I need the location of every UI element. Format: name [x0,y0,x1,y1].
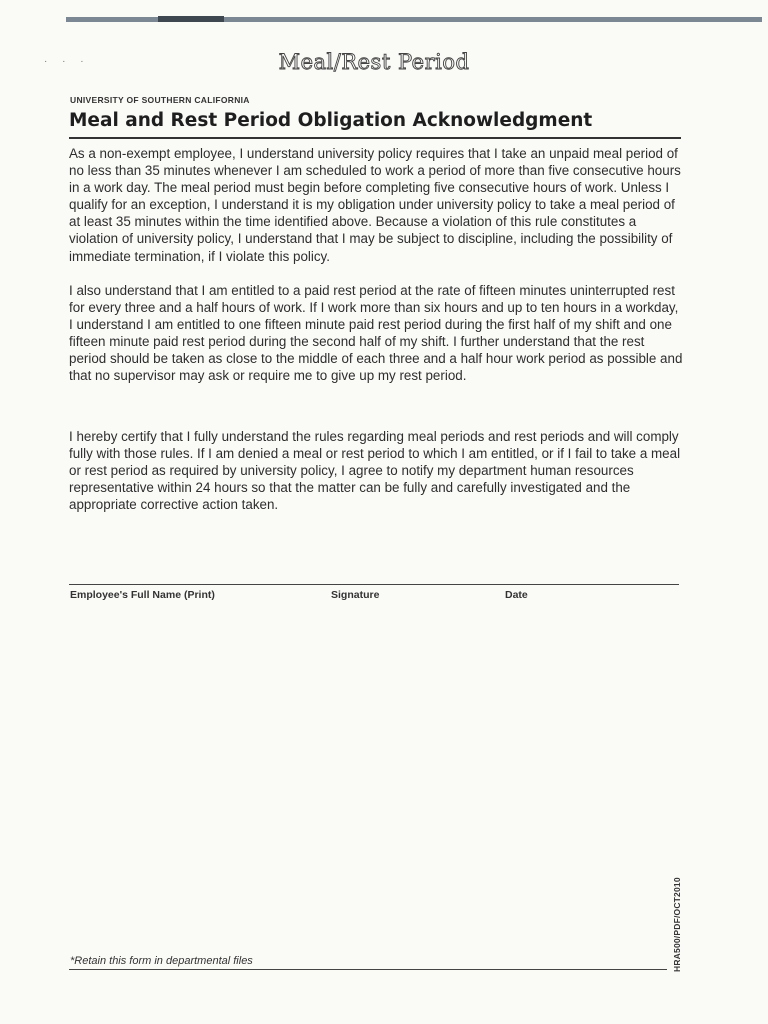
paragraph-certification: I hereby certify that I fully understand the rules regarding meal periods and rest periods and will comply fully with those rules. If I am denied a meal or rest period to which I am entitled, or if I fail to take a meal or rest period as required by university policy, I agree to notify my department human resources representative within 24 hours so that the matter can be fully and carefully investigated and the appropriate corrective action taken. [69,429,681,513]
institution-name: UNIVERSITY OF SOUTHERN CALIFORNIA [70,95,250,105]
scan-edge-mark [158,16,224,22]
paragraph-meal-policy: As a non-exempt employee, I understand university policy requires that I take an unpaid meal period of no less than 35 minutes whenever I am scheduled to work a period of more than five consecutive hours in a work day. The meal period must begin before completing five consecutive hours of work. Unless I qualify for an exception, I understand it is my obligation under university policy to take a meal period of at least 35 minutes within the time identified above. Because a violation of this rule constitutes a violation of university policy, I understand that I may be subject to discipline, including the possibility of immediate termination, if I violate this policy. [69,146,681,264]
retention-note: *Retain this form in departmental files [70,955,253,967]
footer-divider [69,969,667,970]
document-heading: Meal and Rest Period Obligation Acknowledgment [69,110,593,131]
form-title: Meal/Rest Period [278,50,470,74]
signature-label: Signature [331,589,380,601]
signature-line[interactable] [69,584,679,585]
employee-name-label: Employee's Full Name (Print) [70,589,215,601]
scan-specks: · · · [44,56,90,67]
date-label: Date [505,589,528,601]
form-code: HRA500/PDF/OCT2010 [672,877,682,972]
paragraph-rest-policy: I also understand that I am entitled to a paid rest period at the rate of fifteen minutes uninterrupted rest for every three and a half hours of work. If I work more than six hours and up to ten hours in a workday, I understand I am entitled to one fifteen minute paid rest period during the first half of my shift and one fifteen minute paid rest period during the second half of my shift. I further understand that the rest period should be taken as close to the middle of each three and a half hour work period as possible and that no supervisor may ask or require me to give up my rest period. [69,283,683,384]
heading-divider [69,137,681,139]
